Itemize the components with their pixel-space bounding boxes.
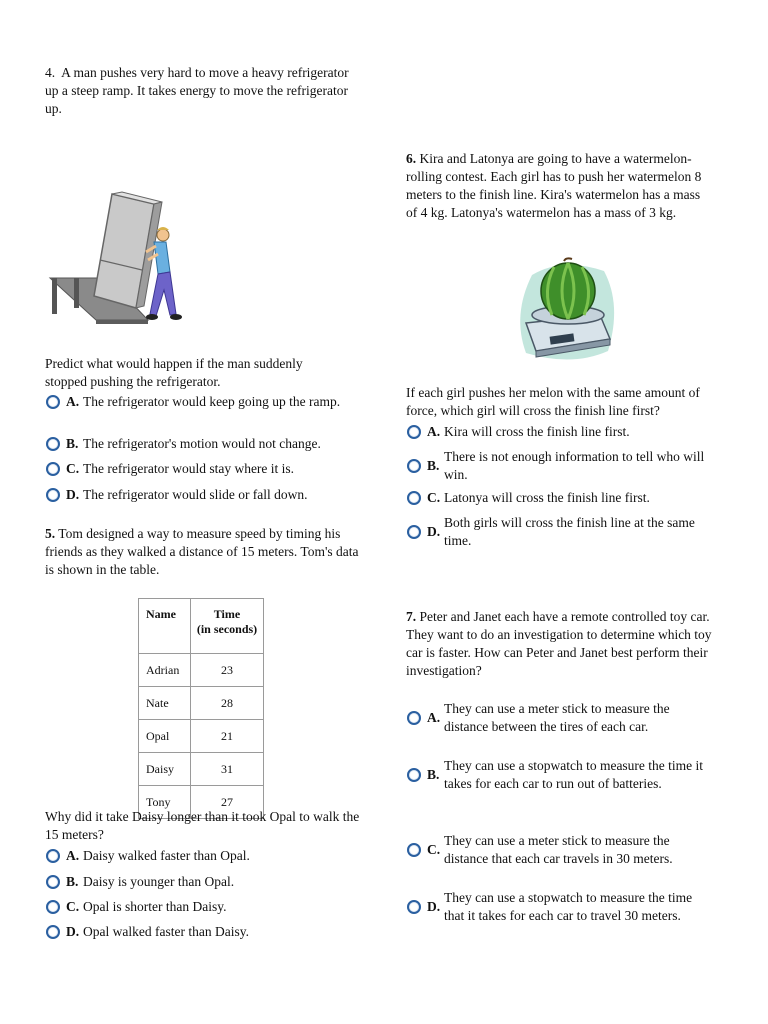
q4-option-b-radio[interactable]	[46, 437, 60, 451]
q4-option-a[interactable]	[46, 393, 356, 411]
q6-question: If each girl pushes her melon with the same amount of force, which girl will cross the finish line first?	[406, 385, 700, 418]
q4-option-d-letter: D.	[66, 487, 80, 502]
q5-data-table	[138, 598, 264, 819]
q5-option-a[interactable]	[46, 847, 250, 865]
table-cell-time: 21	[191, 720, 264, 753]
q6-option-a[interactable]	[407, 423, 630, 441]
q5-option-a-radio[interactable]	[46, 849, 60, 863]
q5-option-b-radio[interactable]	[46, 875, 60, 889]
q6-option-b[interactable]	[407, 448, 714, 484]
q4-option-d-text: The refrigerator would slide or fall down.	[83, 487, 308, 502]
q4-number: 4.	[45, 65, 56, 80]
q6-option-b-letter: B.	[427, 458, 440, 473]
q5-option-d-letter: D.	[66, 924, 80, 939]
q4-option-c-text: The refrigerator would stay where it is.	[83, 461, 295, 476]
q4-option-a-letter: A.	[66, 394, 80, 409]
q4-option-a-radio[interactable]	[46, 395, 60, 409]
q6-option-c-text: Latonya will cross the finish line first.	[444, 490, 650, 505]
q5-data-table-wrapper	[138, 598, 264, 819]
table-cell-name: Daisy	[139, 753, 191, 786]
q4-option-d-radio[interactable]	[46, 488, 60, 502]
q7-option-c[interactable]	[407, 832, 709, 868]
q7-prompt-text: Peter and Janet each have a remote controlled toy car. They want to do an investigation to determine which toy car is faster. How can Peter and Janet best perform their investigation?	[406, 609, 712, 678]
q6-option-c-letter: C.	[427, 490, 441, 505]
table-cell-time: 28	[191, 687, 264, 720]
q6-option-d-radio[interactable]	[407, 525, 421, 539]
q7-option-d-letter: D.	[427, 899, 441, 914]
table-cell-time: 23	[191, 654, 264, 687]
table-cell-time: 27	[191, 786, 264, 819]
q7-number: 7.	[406, 609, 417, 624]
watermelon-on-scale-icon	[512, 255, 620, 367]
q4-option-a-text: The refrigerator would keep going up the ramp.	[83, 394, 341, 409]
q7-option-c-radio[interactable]	[407, 843, 421, 857]
q4-option-c-letter: C.	[66, 461, 80, 476]
q4-prompt	[45, 64, 365, 118]
table-cell-name: Nate	[139, 687, 191, 720]
man-pushing-refrigerator-up-ramp-icon	[48, 190, 198, 330]
table-row	[139, 687, 264, 720]
q7-option-a-radio[interactable]	[407, 711, 421, 725]
q5-prompt	[45, 525, 363, 579]
q7-option-a[interactable]	[407, 700, 709, 736]
q5-option-d[interactable]	[46, 923, 249, 941]
q7-option-b[interactable]	[407, 757, 704, 793]
table-header-row	[139, 599, 264, 654]
q6-option-a-radio[interactable]	[407, 425, 421, 439]
q6-option-b-text: There is not enough information to tell who will win.	[444, 449, 705, 482]
table-row	[139, 753, 264, 786]
q6-prompt-text: Kira and Latonya are going to have a watermelon-rolling contest. Each girl has to push her watermelon 8 meters to the finish line. Kira's watermelon has a mass of 4 kg. Latonya's watermelon has a mass of 3 kg.	[406, 151, 702, 220]
table-cell-name: Tony	[139, 786, 191, 819]
table-cell-time: 31	[191, 753, 264, 786]
q6-option-c-radio[interactable]	[407, 491, 421, 505]
q5-option-b[interactable]	[46, 873, 234, 891]
q6-option-d[interactable]	[407, 514, 699, 550]
q5-option-c[interactable]	[46, 898, 226, 916]
table-cell-name: Adrian	[139, 654, 191, 687]
q5-option-d-radio[interactable]	[46, 925, 60, 939]
q6-option-d-letter: D.	[427, 524, 441, 539]
q4-option-c-radio[interactable]	[46, 462, 60, 476]
q6-option-a-letter: A.	[427, 424, 441, 439]
q7-option-b-radio[interactable]	[407, 768, 421, 782]
q7-option-b-text: They can use a stopwatch to measure the time it takes for each car to run out of batteries.	[444, 758, 704, 791]
q6-number: 6.	[406, 151, 417, 166]
q6-option-c[interactable]	[407, 489, 650, 507]
table-header-time	[191, 599, 264, 654]
q6-option-a-text: Kira will cross the finish line first.	[444, 424, 630, 439]
q5-number: 5.	[45, 526, 56, 541]
q4-option-b-letter: B.	[66, 436, 79, 451]
q7-option-d-text: They can use a stopwatch to measure the time that it takes for each car to travel 30 meters.	[444, 890, 693, 923]
q5-question: Why did it take Daisy longer than it took Opal to walk the 15 meters?	[45, 809, 360, 842]
q5-option-b-text: Daisy is younger than Opal.	[83, 874, 235, 889]
q6-prompt	[406, 150, 711, 222]
q7-option-d-radio[interactable]	[407, 900, 421, 914]
q5-option-c-letter: C.	[66, 899, 80, 914]
q7-option-a-letter: A.	[427, 710, 441, 725]
q7-option-b-letter: B.	[427, 767, 440, 782]
table-row	[139, 720, 264, 753]
q4-option-d[interactable]	[46, 486, 308, 504]
q7-prompt	[406, 608, 726, 680]
q5-option-b-letter: B.	[66, 874, 79, 889]
q7-option-d[interactable]	[407, 889, 704, 925]
q5-option-a-letter: A.	[66, 848, 80, 863]
q5-option-d-text: Opal walked faster than Daisy.	[83, 924, 249, 939]
table-header-name: Name	[139, 599, 191, 654]
q6-option-d-text: Both girls will cross the finish line at the same time.	[444, 515, 695, 548]
q5-prompt-text: Tom designed a way to measure speed by timing his friends as they walked a distance of 15 meters. Tom's data is shown in the table.	[45, 526, 359, 577]
q7-option-a-text: They can use a meter stick to measure the distance between the tires of each car.	[444, 701, 670, 734]
table-header-time-unit: (in seconds)	[196, 622, 258, 636]
table-cell-name: Opal	[139, 720, 191, 753]
q5-option-c-radio[interactable]	[46, 900, 60, 914]
q4-prompt-text: A man pushes very hard to move a heavy refrigerator up a steep ramp. It takes energy to move the refrigerator up.	[45, 65, 349, 116]
q5-option-c-text: Opal is shorter than Daisy.	[83, 899, 227, 914]
q7-option-c-text: They can use a meter stick to measure the distance that each car travels in 30 meters.	[444, 833, 673, 866]
table-header-time-label: Time	[213, 607, 241, 621]
q4-option-c[interactable]	[46, 460, 294, 478]
q4-question: Predict what would happen if the man suddenly stopped pushing the refrigerator.	[45, 356, 303, 389]
q4-option-b[interactable]	[46, 435, 321, 453]
q4-option-b-text: The refrigerator's motion would not change.	[83, 436, 321, 451]
q7-option-c-letter: C.	[427, 842, 441, 857]
q5-option-a-text: Daisy walked faster than Opal.	[83, 848, 250, 863]
q6-option-b-radio[interactable]	[407, 459, 421, 473]
table-row	[139, 654, 264, 687]
